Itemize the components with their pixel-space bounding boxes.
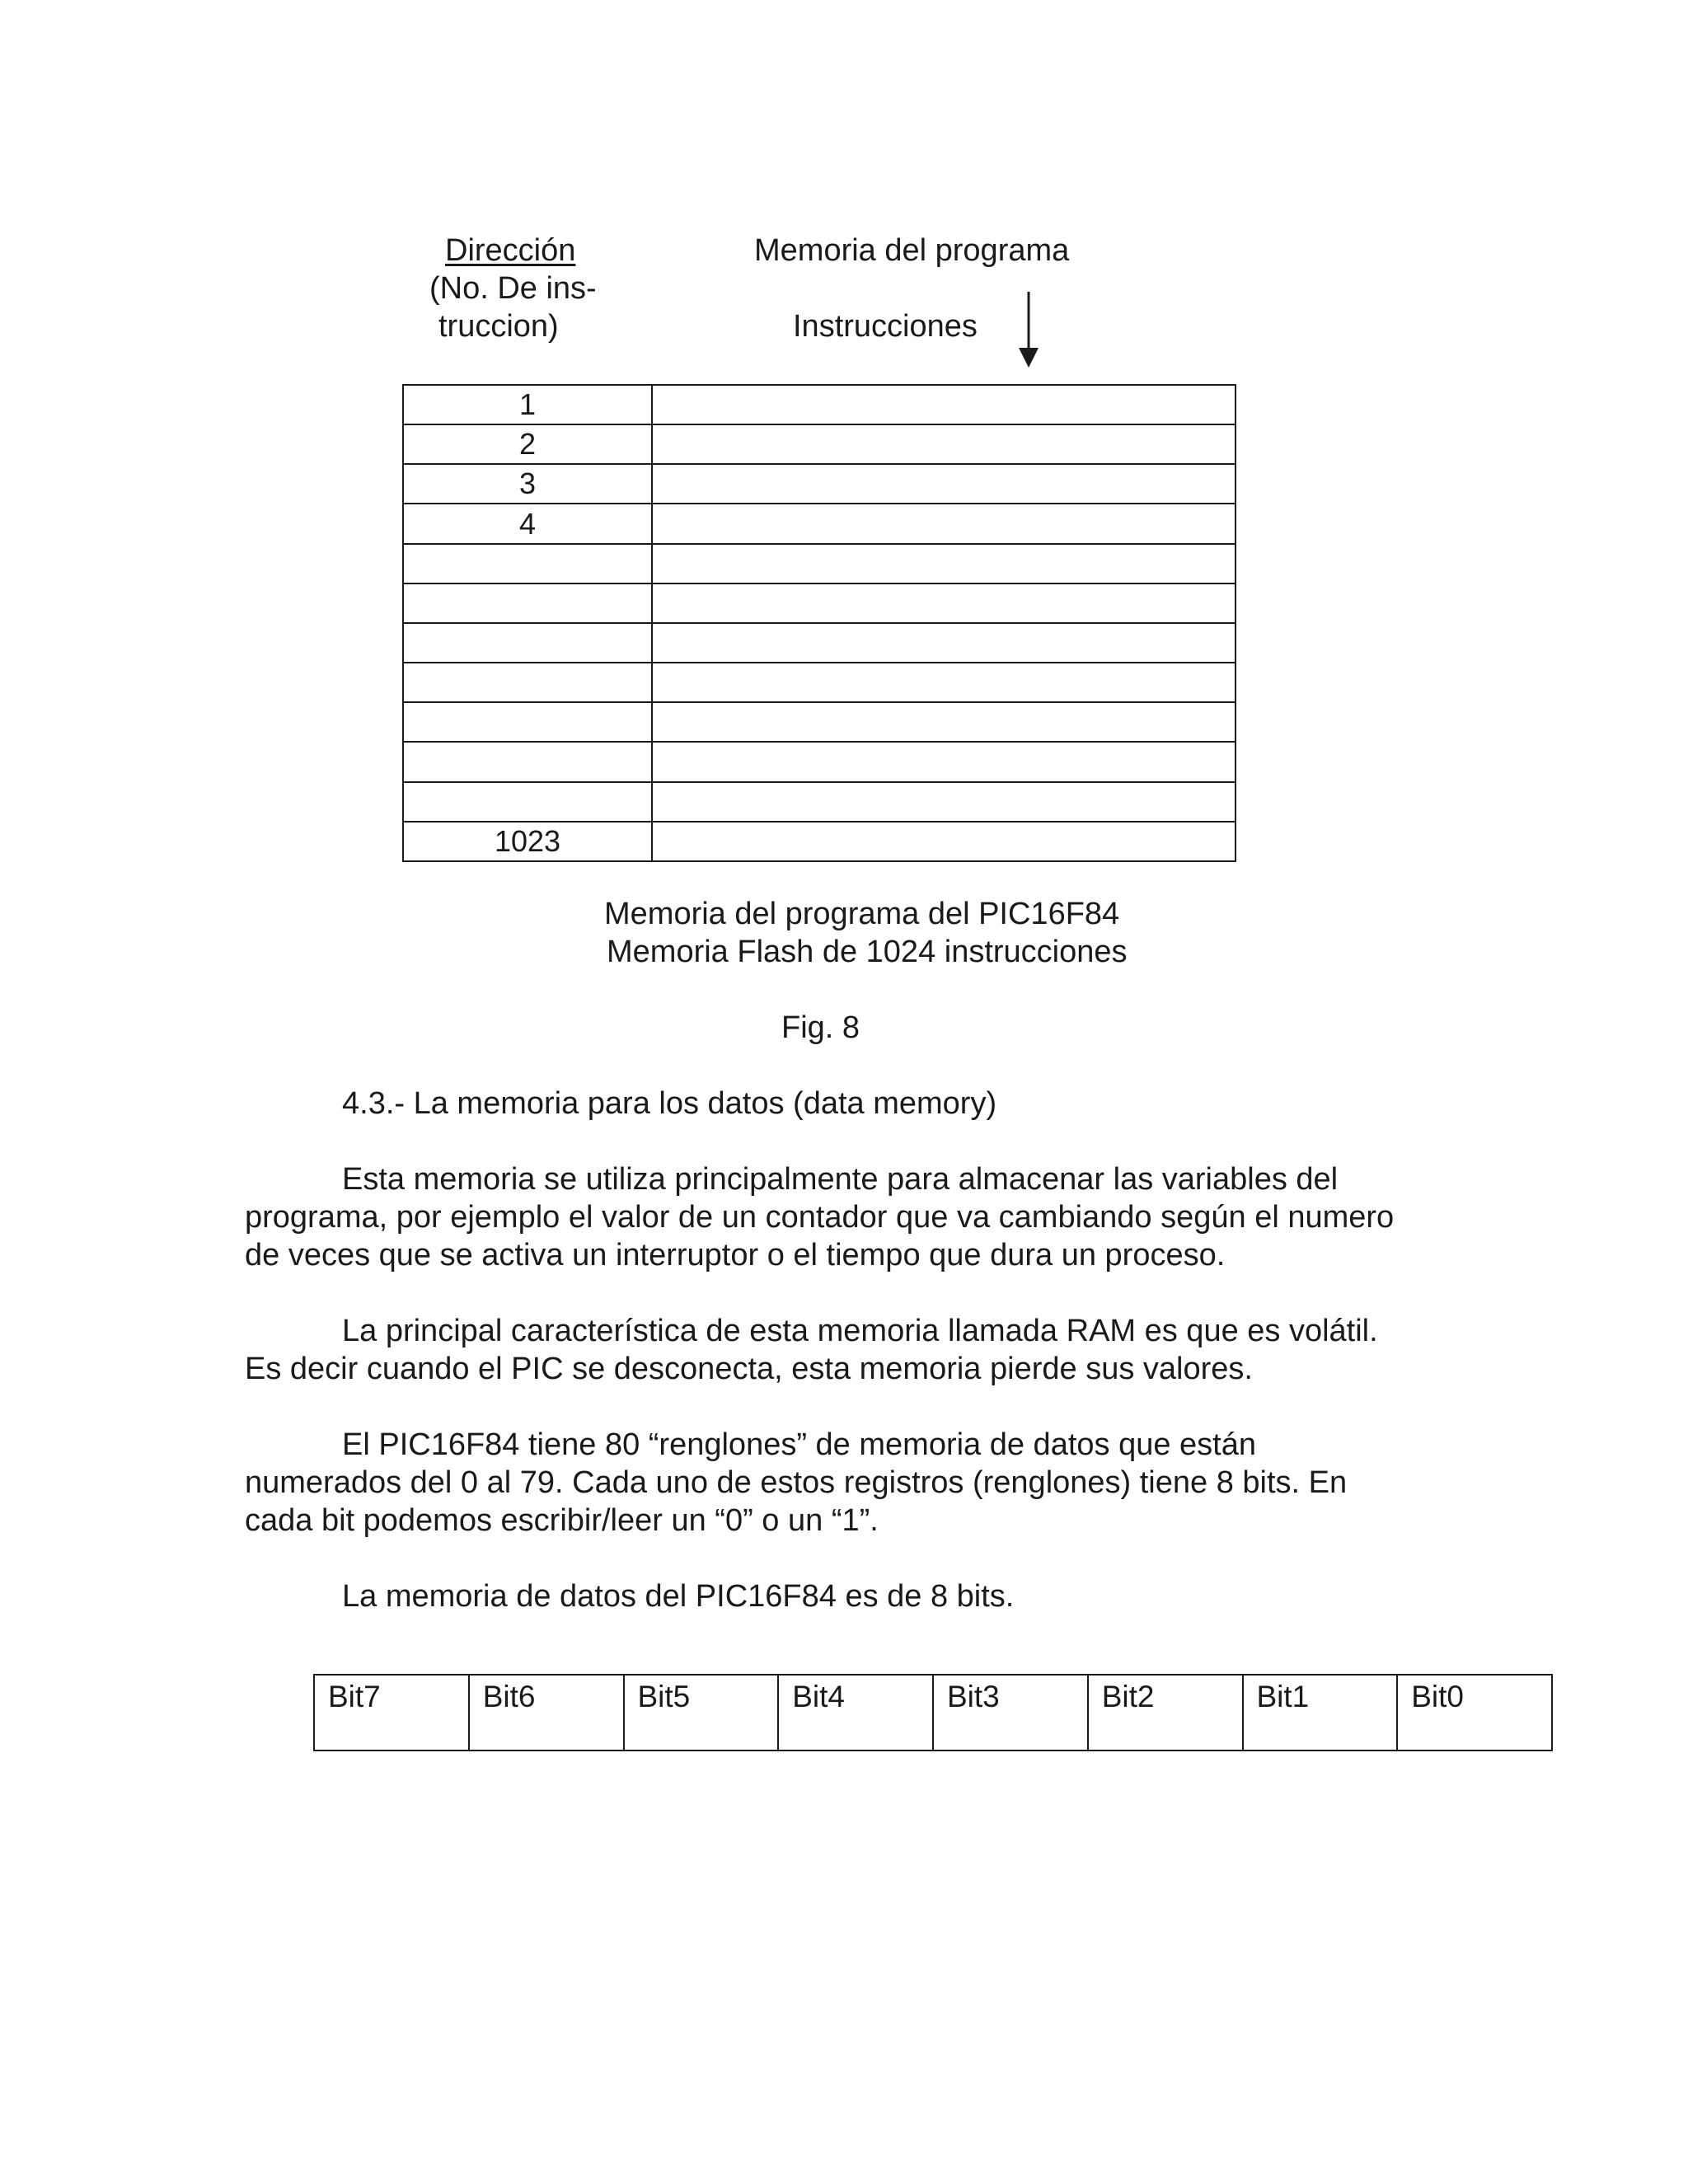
bits-table bbox=[313, 1674, 1553, 1751]
bit-cell-6: Bit6 bbox=[469, 1675, 624, 1750]
memory-row bbox=[403, 663, 1236, 702]
memory-row bbox=[403, 583, 1236, 623]
bit-cell-3: Bit3 bbox=[933, 1675, 1088, 1750]
address-cell bbox=[403, 742, 652, 781]
address-cell bbox=[403, 623, 652, 663]
instruction-cell bbox=[652, 464, 1236, 504]
instruction-cell bbox=[652, 504, 1236, 543]
bit-cell-2: Bit2 bbox=[1088, 1675, 1243, 1750]
instruction-cell bbox=[652, 742, 1236, 781]
address-cell bbox=[403, 583, 652, 623]
instruction-cell bbox=[652, 583, 1236, 623]
memory-row bbox=[403, 385, 1236, 424]
down-arrow-icon bbox=[1014, 290, 1043, 373]
memory-row bbox=[403, 782, 1236, 822]
address-header-line2: (No. De ins- bbox=[429, 271, 597, 306]
bit-cell-1: Bit1 bbox=[1243, 1675, 1398, 1750]
bits-row bbox=[314, 1675, 1552, 1750]
instruction-cell bbox=[652, 623, 1236, 663]
memory-header: Memoria del programa bbox=[754, 233, 1070, 268]
address-cell: 2 bbox=[403, 424, 652, 464]
address-header-line3: truccion) bbox=[438, 309, 559, 344]
memory-row bbox=[403, 424, 1236, 464]
instruction-cell bbox=[652, 385, 1236, 424]
memory-row bbox=[403, 504, 1236, 543]
figure-caption-line1: Memoria del programa del PIC16F84 bbox=[604, 897, 1120, 931]
address-cell bbox=[403, 702, 652, 742]
address-cell: 1023 bbox=[403, 822, 652, 861]
address-cell bbox=[403, 663, 652, 702]
memory-row bbox=[403, 464, 1236, 504]
instruction-cell bbox=[652, 663, 1236, 702]
instruction-cell bbox=[652, 544, 1236, 583]
bit-cell-7: Bit7 bbox=[314, 1675, 469, 1750]
memory-row bbox=[403, 702, 1236, 742]
instructions-label: Instrucciones bbox=[793, 309, 978, 344]
memory-row bbox=[403, 742, 1236, 781]
bit-cell-4: Bit4 bbox=[778, 1675, 933, 1750]
figure-caption-line2: Memoria Flash de 1024 instrucciones bbox=[607, 935, 1128, 969]
section-heading: 4.3.- La memoria para los datos (data memory) bbox=[342, 1086, 997, 1121]
bit-cell-5: Bit5 bbox=[624, 1675, 779, 1750]
instruction-cell bbox=[652, 702, 1236, 742]
paragraph-3: El PIC16F84 tiene 80 “renglones” de memoria de datos que están numerados del 0 al 79. Cada uno de estos registros (renglones) tiene 8 bits. En cada bit podemos escribir/leer un “0” o un “1”. bbox=[245, 1427, 1348, 1538]
program-memory-table bbox=[402, 384, 1236, 862]
address-cell: 3 bbox=[403, 464, 652, 504]
paragraph-4: La memoria de datos del PIC16F84 es de 8 bits. bbox=[342, 1579, 1015, 1614]
memory-row bbox=[403, 544, 1236, 583]
memory-row bbox=[403, 822, 1236, 861]
instruction-cell bbox=[652, 424, 1236, 464]
paragraph-1: Esta memoria se utiliza principalmente para almacenar las variables del programa, por ejemplo el valor de un contador que va cambiando según el numero de veces que se activa un interruptor o el tiempo que dura un proceso. bbox=[245, 1162, 1395, 1272]
bit-cell-0: Bit0 bbox=[1397, 1675, 1552, 1750]
instruction-cell bbox=[652, 822, 1236, 861]
address-cell: 1 bbox=[403, 385, 652, 424]
address-cell bbox=[403, 544, 652, 583]
paragraph-2: La principal característica de esta memoria llamada RAM es que es volátil. Es decir cuando el PIC se desconecta, esta memoria pierde sus valores. bbox=[245, 1314, 1378, 1386]
address-header-title: Dirección bbox=[445, 233, 576, 268]
memory-row bbox=[403, 623, 1236, 663]
figure-label: Fig. 8 bbox=[781, 1010, 860, 1045]
address-cell bbox=[403, 782, 652, 822]
instruction-cell bbox=[652, 782, 1236, 822]
address-cell: 4 bbox=[403, 504, 652, 543]
